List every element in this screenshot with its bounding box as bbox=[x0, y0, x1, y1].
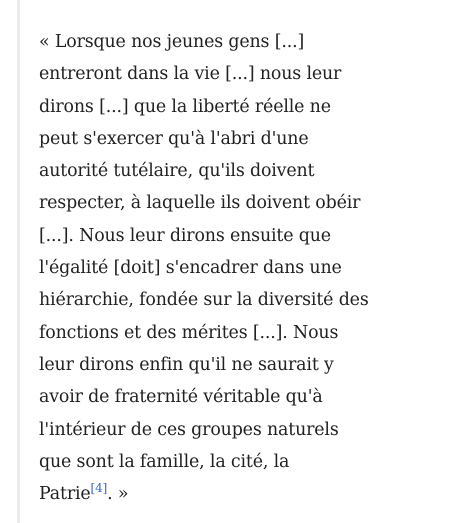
quote-line: que sont la famille, la cité, la bbox=[39, 451, 290, 472]
quote-line: autorité tutélaire, qu'ils doivent bbox=[39, 161, 315, 182]
quote-line: entreront dans la vie [...] nous leur bbox=[39, 64, 342, 85]
quote-line: [...]. Nous leur dirons ensuite que bbox=[39, 225, 331, 246]
quote-line: l'égalité [doit] s'encadrer dans une bbox=[39, 258, 342, 279]
quote-line: hiérarchie, fondée sur la diversité des bbox=[39, 290, 369, 311]
quote-line: dirons [...] que la liberté réelle ne bbox=[39, 96, 331, 117]
reference-link[interactable]: [4] bbox=[90, 481, 108, 496]
quote-line: avoir de fraternité véritable qu'à bbox=[39, 387, 323, 408]
quote-line: « Lorsque nos jeunes gens [...] bbox=[39, 32, 305, 52]
quote-last-line-end: . » bbox=[107, 484, 129, 505]
quote-last-line bbox=[39, 478, 404, 510]
quote-line: l'intérieur de ces groupes naturels bbox=[39, 419, 339, 440]
quote-last-line-start: Patrie bbox=[39, 484, 91, 505]
quote-line: leur dirons enfin qu'il ne saurait y bbox=[39, 354, 334, 375]
quote-line: peut s'exercer qu'à l'abri d'une bbox=[39, 128, 309, 149]
quote-line: fonctions et des mérites [...]. Nous bbox=[39, 322, 339, 343]
quote-text bbox=[39, 26, 404, 510]
quote-line: respecter, à laquelle ils doivent obéir bbox=[39, 193, 361, 214]
